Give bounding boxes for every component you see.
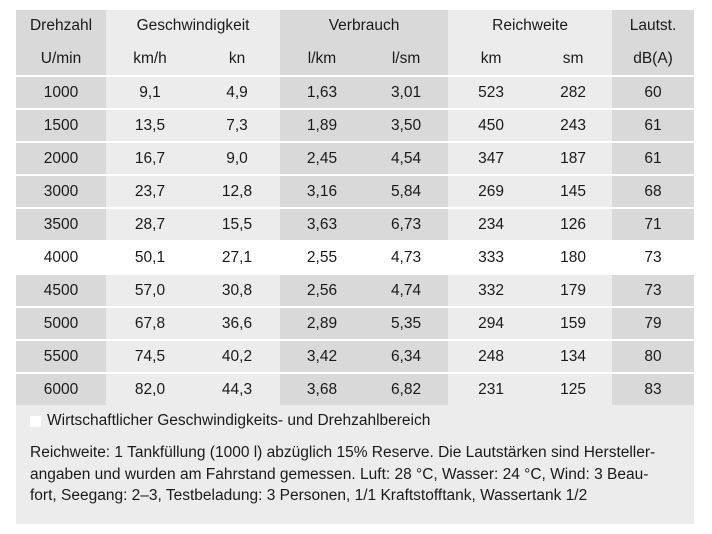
table-row xyxy=(16,373,694,405)
table-row xyxy=(16,307,694,340)
cell-l-sm: 4,74 xyxy=(364,274,448,307)
unit-rpm: U/min xyxy=(16,42,106,76)
cell-kmh: 13,5 xyxy=(106,109,194,142)
cell-l-sm: 5,84 xyxy=(364,175,448,208)
cell-kn: 7,3 xyxy=(194,109,280,142)
group-header-row xyxy=(16,10,694,42)
cell-kn: 9,0 xyxy=(194,142,280,175)
cell-kn: 15,5 xyxy=(194,208,280,241)
header-lautstaerke: Lautst. xyxy=(612,10,694,42)
cell-rpm: 1500 xyxy=(16,109,106,142)
header-reichweite: Reichweite xyxy=(448,10,612,42)
cell-sm: 126 xyxy=(534,208,612,241)
unit-sm: sm xyxy=(534,42,612,76)
table-row xyxy=(16,241,694,274)
cell-l-km: 3,42 xyxy=(280,340,364,373)
cell-sm: 134 xyxy=(534,340,612,373)
cell-sm: 243 xyxy=(534,109,612,142)
cell-sm: 187 xyxy=(534,142,612,175)
cell-kmh: 9,1 xyxy=(106,76,194,109)
cell-dba: 68 xyxy=(612,175,694,208)
cell-kn: 36,6 xyxy=(194,307,280,340)
cell-l-km: 2,56 xyxy=(280,274,364,307)
legend-label: Wirtschaftlicher Geschwindigkeits- und Drehzahlbereich xyxy=(47,412,431,429)
cell-rpm: 5000 xyxy=(16,307,106,340)
legend xyxy=(30,412,430,430)
footnote-line: angaben und wurden am Fahrstand gemessen. Luft: 28 °C, Wasser: 24 °C, Wind: 3 Beau- xyxy=(30,465,649,483)
unit-kn: kn xyxy=(194,42,280,76)
cell-sm: 145 xyxy=(534,175,612,208)
cell-kn: 27,1 xyxy=(194,241,280,274)
cell-kmh: 67,8 xyxy=(106,307,194,340)
footnote xyxy=(30,442,685,507)
cell-kmh: 82,0 xyxy=(106,373,194,405)
cell-kmh: 74,5 xyxy=(106,340,194,373)
unit-dba: dB(A) xyxy=(612,42,694,76)
cell-l-sm: 6,34 xyxy=(364,340,448,373)
cell-l-sm: 6,73 xyxy=(364,208,448,241)
cell-l-sm: 4,54 xyxy=(364,142,448,175)
cell-kmh: 57,0 xyxy=(106,274,194,307)
performance-table xyxy=(16,10,694,405)
performance-table-panel xyxy=(16,10,694,524)
footnote-line: fort, Seegang: 2–3, Testbeladung: 3 Personen, 1/1 Kraftstofftank, Wassertank 1/2 xyxy=(30,487,588,504)
cell-kmh: 16,7 xyxy=(106,142,194,175)
cell-dba: 60 xyxy=(612,76,694,109)
unit-km: km xyxy=(448,42,534,76)
cell-rpm: 1000 xyxy=(16,76,106,109)
cell-l-km: 2,89 xyxy=(280,307,364,340)
cell-dba: 71 xyxy=(612,208,694,241)
table-row xyxy=(16,76,694,109)
cell-km: 269 xyxy=(448,175,534,208)
cell-l-km: 3,63 xyxy=(280,208,364,241)
unit-l-km: l/km xyxy=(280,42,364,76)
cell-dba: 80 xyxy=(612,340,694,373)
cell-km: 523 xyxy=(448,76,534,109)
cell-rpm: 3500 xyxy=(16,208,106,241)
cell-km: 333 xyxy=(448,241,534,274)
cell-km: 294 xyxy=(448,307,534,340)
cell-rpm: 2000 xyxy=(16,142,106,175)
cell-l-sm: 6,82 xyxy=(364,373,448,405)
table-body xyxy=(16,76,694,405)
cell-dba: 79 xyxy=(612,307,694,340)
cell-l-sm: 4,73 xyxy=(364,241,448,274)
footnote-line: Reichweite: 1 Tankfüllung (1000 l) abzüglich 15% Reserve. Die Lautstärken sind Hersteller- xyxy=(30,444,656,461)
cell-kmh: 28,7 xyxy=(106,208,194,241)
cell-km: 332 xyxy=(448,274,534,307)
header-geschwindigkeit: Geschwindigkeit xyxy=(106,10,280,42)
cell-km: 347 xyxy=(448,142,534,175)
cell-l-km: 2,45 xyxy=(280,142,364,175)
cell-km: 231 xyxy=(448,373,534,405)
cell-kn: 44,3 xyxy=(194,373,280,405)
header-drehzahl: Drehzahl xyxy=(16,10,106,42)
cell-dba: 83 xyxy=(612,373,694,405)
table-row xyxy=(16,175,694,208)
cell-sm: 179 xyxy=(534,274,612,307)
cell-l-sm: 3,50 xyxy=(364,109,448,142)
cell-rpm: 6000 xyxy=(16,373,106,405)
cell-kmh: 23,7 xyxy=(106,175,194,208)
cell-sm: 282 xyxy=(534,76,612,109)
unit-header-row xyxy=(16,42,694,76)
cell-km: 450 xyxy=(448,109,534,142)
cell-dba: 61 xyxy=(612,142,694,175)
table-row xyxy=(16,208,694,241)
header-verbrauch: Verbrauch xyxy=(280,10,448,42)
cell-l-km: 1,63 xyxy=(280,76,364,109)
cell-l-km: 3,16 xyxy=(280,175,364,208)
cell-l-km: 2,55 xyxy=(280,241,364,274)
unit-l-sm: l/sm xyxy=(364,42,448,76)
cell-sm: 159 xyxy=(534,307,612,340)
cell-dba: 61 xyxy=(612,109,694,142)
table-row xyxy=(16,274,694,307)
cell-km: 248 xyxy=(448,340,534,373)
cell-km: 234 xyxy=(448,208,534,241)
table-row xyxy=(16,142,694,175)
cell-sm: 180 xyxy=(534,241,612,274)
cell-dba: 73 xyxy=(612,241,694,274)
cell-l-km: 1,89 xyxy=(280,109,364,142)
cell-l-km: 3,68 xyxy=(280,373,364,405)
cell-kn: 40,2 xyxy=(194,340,280,373)
cell-rpm: 3000 xyxy=(16,175,106,208)
cell-rpm: 4000 xyxy=(16,241,106,274)
cell-sm: 125 xyxy=(534,373,612,405)
cell-rpm: 5500 xyxy=(16,340,106,373)
cell-l-sm: 3,01 xyxy=(364,76,448,109)
cell-kn: 30,8 xyxy=(194,274,280,307)
table-row xyxy=(16,109,694,142)
cell-rpm: 4500 xyxy=(16,274,106,307)
cell-kn: 12,8 xyxy=(194,175,280,208)
cell-dba: 73 xyxy=(612,274,694,307)
table-row xyxy=(16,340,694,373)
unit-kmh: km/h xyxy=(106,42,194,76)
cell-kmh: 50,1 xyxy=(106,241,194,274)
legend-swatch xyxy=(30,416,41,427)
cell-l-sm: 5,35 xyxy=(364,307,448,340)
cell-kn: 4,9 xyxy=(194,76,280,109)
